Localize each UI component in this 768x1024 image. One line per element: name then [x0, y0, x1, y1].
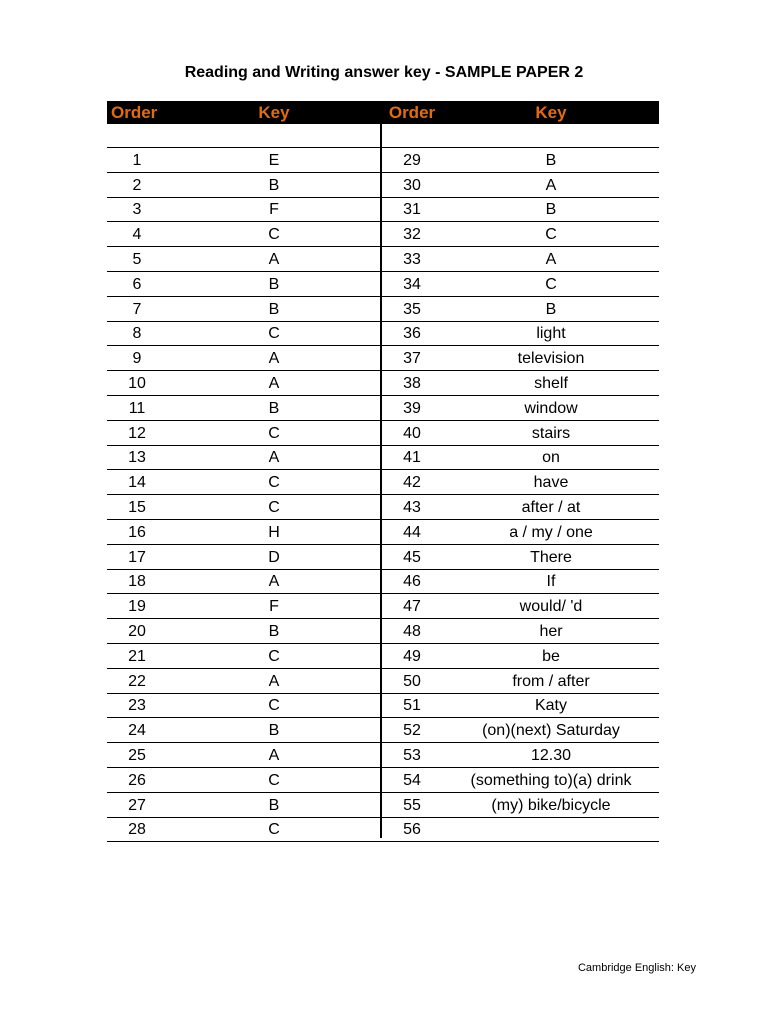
table-row [107, 322, 659, 347]
order-cell: 40 [403, 424, 421, 442]
key-cell: Katy [534, 697, 567, 715]
key-cell: B [268, 796, 280, 814]
order-cell: 55 [403, 796, 421, 814]
key-cell: B [545, 300, 557, 318]
order-cell: 8 [132, 325, 142, 343]
key-cell: shelf [534, 374, 568, 392]
key-cell: C [545, 226, 557, 244]
key-cell: There [530, 548, 572, 566]
order-cell: 31 [403, 201, 421, 219]
order-cell: 30 [403, 176, 421, 194]
table-row [107, 694, 659, 719]
key-cell: C [268, 498, 280, 516]
order-cell: 19 [128, 598, 146, 616]
key-cell: stairs [531, 424, 571, 442]
order-cell: 29 [403, 151, 421, 169]
order-cell: 4 [132, 226, 142, 244]
order-cell: 2 [132, 176, 142, 194]
table-row [107, 619, 659, 644]
key-cell: C [268, 424, 280, 442]
table-row [107, 768, 659, 793]
table-row [107, 570, 659, 595]
key-cell: F [269, 598, 279, 616]
key-cell: A [268, 672, 280, 690]
order-cell: 37 [403, 350, 421, 368]
table-spacer-row [107, 124, 659, 148]
table-row [107, 495, 659, 520]
order-cell: 11 [128, 399, 146, 417]
key-cell: would/ 'd [519, 598, 583, 616]
table-row [107, 173, 659, 198]
order-cell: 7 [132, 300, 142, 318]
key-cell: B [545, 201, 557, 219]
order-cell: 12 [128, 424, 146, 442]
key-cell: C [268, 771, 280, 789]
table-row [107, 545, 659, 570]
table-row [107, 718, 659, 743]
key-cell: C [268, 697, 280, 715]
key-cell: B [268, 176, 280, 194]
key-cell: A [268, 573, 280, 591]
key-cell: television [517, 350, 585, 368]
key-cell: B [268, 399, 280, 417]
order-cell: 54 [403, 771, 421, 789]
key-cell: (on)(next) Saturday [482, 722, 620, 740]
order-cell: 44 [403, 523, 421, 541]
order-cell: 49 [403, 647, 421, 665]
key-cell: E [268, 151, 280, 169]
order-cell: 5 [132, 250, 142, 268]
order-cell: 34 [403, 275, 421, 293]
key-cell: If [546, 573, 556, 591]
key-cell: A [268, 449, 280, 467]
order-cell: 9 [132, 350, 142, 368]
order-cell: 50 [403, 672, 421, 690]
table-row [107, 421, 659, 446]
order-cell: 20 [128, 622, 146, 640]
header-order-left: Order [111, 102, 158, 122]
table-row [107, 594, 659, 619]
table-row [107, 644, 659, 669]
key-cell: B [268, 275, 280, 293]
key-cell: 12.30 [530, 746, 572, 764]
table-row [107, 520, 659, 545]
key-cell [443, 840, 659, 841]
order-cell: 25 [128, 746, 146, 764]
header-order-right: Order [388, 102, 436, 122]
header-key-left: Key [258, 102, 290, 122]
table-row [107, 446, 659, 471]
key-cell: B [268, 722, 280, 740]
order-cell: 15 [128, 498, 146, 516]
column-divider [380, 124, 382, 838]
order-cell: 56 [403, 821, 421, 839]
order-cell: 10 [128, 374, 146, 392]
key-cell: be [542, 647, 560, 665]
key-cell: C [545, 275, 557, 293]
order-cell: 18 [128, 573, 146, 591]
key-cell: B [545, 151, 557, 169]
order-cell: 38 [403, 374, 421, 392]
order-cell: 35 [403, 300, 421, 318]
order-cell: 6 [132, 275, 142, 293]
table-row [107, 198, 659, 223]
key-cell: have [533, 474, 569, 492]
key-cell: A [268, 746, 280, 764]
table-row [107, 272, 659, 297]
key-cell: from / after [512, 672, 590, 690]
key-cell: (something to)(a) drink [470, 771, 632, 789]
table-header [107, 101, 659, 124]
order-cell: 13 [128, 449, 146, 467]
table-row [107, 297, 659, 322]
page-title: Reading and Writing answer key - SAMPLE PAPER 2 [184, 64, 584, 81]
order-cell: 39 [403, 399, 421, 417]
table-row [107, 222, 659, 247]
table-row [107, 371, 659, 396]
key-cell: F [269, 201, 279, 219]
table-row [107, 470, 659, 495]
key-cell: window [524, 399, 578, 417]
table-row [107, 148, 659, 173]
order-cell: 53 [403, 746, 421, 764]
table-row [107, 743, 659, 768]
order-cell: 51 [403, 697, 421, 715]
table-row [107, 396, 659, 421]
key-cell: A [545, 176, 557, 194]
header-key-right: Key [535, 102, 567, 122]
order-cell: 52 [403, 722, 421, 740]
key-cell: C [268, 226, 280, 244]
key-cell: light [536, 325, 566, 343]
order-cell: 47 [403, 598, 421, 616]
table-row [107, 793, 659, 818]
table-row [107, 247, 659, 272]
key-cell: A [268, 250, 280, 268]
order-cell: 26 [128, 771, 146, 789]
key-cell: C [268, 325, 280, 343]
key-cell: D [268, 548, 280, 566]
order-cell: 46 [403, 573, 421, 591]
order-cell: 22 [128, 672, 146, 690]
table-row [107, 346, 659, 371]
order-cell: 17 [128, 548, 146, 566]
order-cell: 21 [128, 647, 146, 665]
key-cell: A [268, 350, 280, 368]
key-cell: C [268, 647, 280, 665]
footer-text: Cambridge English: Key [577, 962, 696, 974]
key-cell: (my) bike/bicycle [491, 796, 611, 814]
order-cell: 36 [403, 325, 421, 343]
order-cell: 1 [132, 151, 142, 169]
order-cell: 48 [403, 622, 421, 640]
table-row [107, 669, 659, 694]
answer-key-table [107, 101, 659, 842]
order-cell: 16 [128, 523, 146, 541]
key-cell: B [268, 300, 280, 318]
key-cell: a / my / one [509, 523, 593, 541]
order-cell: 28 [128, 821, 146, 839]
key-cell: her [539, 622, 563, 640]
order-cell: 32 [403, 226, 421, 244]
table-row [107, 818, 659, 843]
table-body [107, 148, 659, 842]
order-cell: 45 [403, 548, 421, 566]
order-cell: 42 [403, 474, 421, 492]
key-cell: A [545, 250, 557, 268]
key-cell: B [268, 622, 280, 640]
order-cell: 14 [128, 474, 146, 492]
key-cell: on [542, 449, 560, 467]
key-cell: H [268, 523, 280, 541]
order-cell: 23 [128, 697, 146, 715]
order-cell: 41 [403, 449, 421, 467]
order-cell: 33 [403, 250, 421, 268]
order-cell: 3 [132, 201, 142, 219]
order-cell: 43 [403, 498, 421, 516]
key-cell: C [268, 474, 280, 492]
key-cell: C [268, 821, 280, 839]
key-cell: A [268, 374, 280, 392]
key-cell: after / at [521, 498, 581, 516]
order-cell: 27 [128, 796, 146, 814]
order-cell: 24 [128, 722, 146, 740]
